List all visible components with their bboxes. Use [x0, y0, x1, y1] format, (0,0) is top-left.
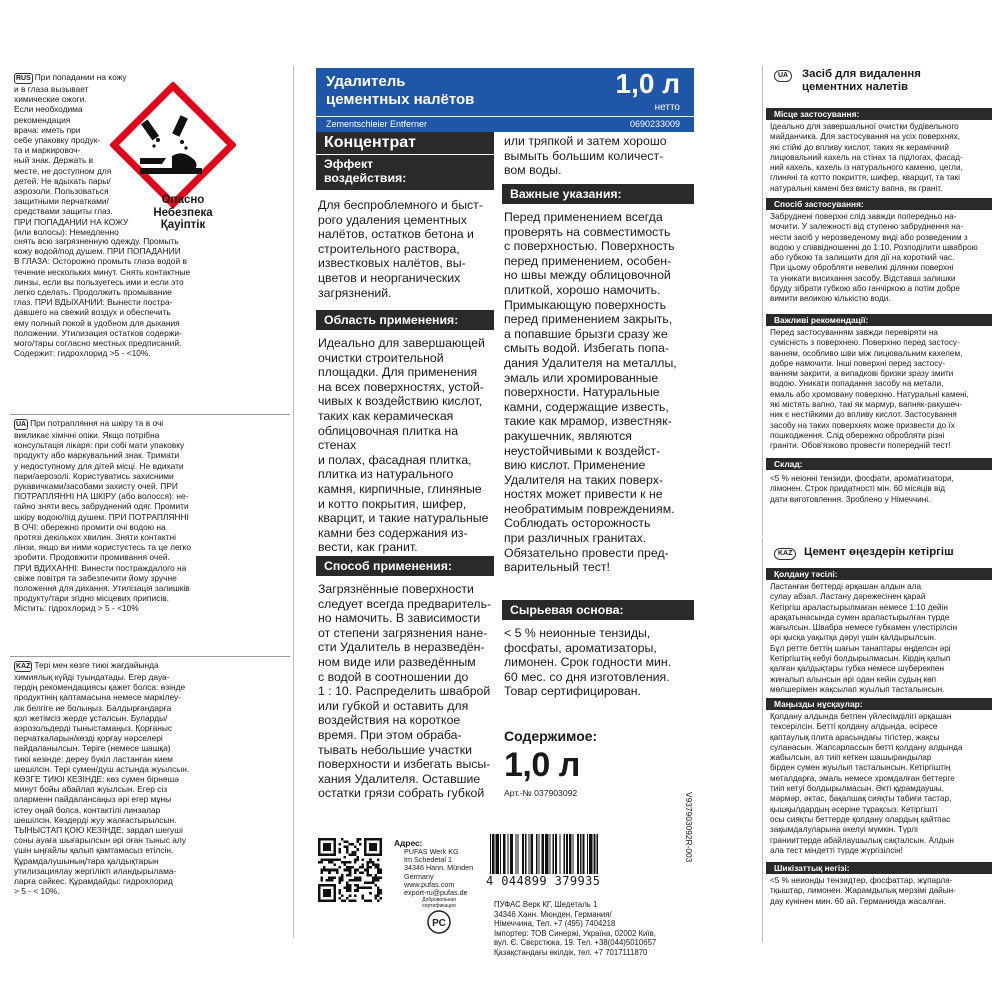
ua-safety-text: При потрапляння на шкіру та в очі викликає хімічні опіки. Якщо потрібна консультація лікаря: при собі мати упаковку продукту або маркувальний знак. Тримати у недоступному для дітей місці. Не вдихати пари/аерозолі. Користуватись захисними рукавичками/засобами захисту очей. ПРИ ПОТРАПЛЯННІ НА ШКІРУ (або волосся): не- гайно зняти весь забруднений одяг. Промити шкіру водою/під душем. ПРИ ПОТРАПЛЯННІ В ОЧІ: обережно промити очі водою на протязі декількох хвилин. Зняти контактні лінзи, якщо ви ними користуєтесь та це легко зробити. Продовжити промивання очей. ПРИ ВДИХАННІ: Винести постраждалого на свіже повітря та забезпечити йому зручне положення для дихання. Утилізація залишків продукту/тари згідно місцевих приписів. Містить: гідрохлорид > 5 - <10%	[14, 418, 192, 614]
ua-s3-text: Перед застосуванням завжди перевіряти на сумісність з поверхнею. Поверхню перед застосу- ванням, особливо шви між лицювальним кахелем, добре намочити. Інші поверхні перед застосу- ванням закрити, а випадкові бризки зразу змити водою. Уникати попадання засобу на метали, емаль або хромовану поверхню. Натуральні камені, які містять вапно, такі як мармур, вапняк-ракушеч- ник є нестійкими до впливу кислот. Застосування засобу на таких поверхнях може призвести до їх пошкодження. Слід обережно обробляти різні граніти. Обов'язково провести попередній тест!	[770, 328, 969, 451]
base-text: < 5 % неионные тензиды, фосфаты, ароматизаторы, лимонен. Срок годности мин. 60 мес. со дня изготовления. Товар сертифицирован.	[504, 626, 672, 699]
kaz-s3-title: Шикізаттық негізі:	[766, 862, 992, 874]
qr-code[interactable]	[318, 838, 382, 902]
kaz-s1-title: Қолдану тәсілі:	[766, 568, 992, 580]
kaz-badge-right: KAZ	[774, 548, 796, 560]
method-text: Загрязнённые поверхности следует всегда предваритель- но намочить. В зависимости от степени загрязнения нане- сти Удалитель в неразведён- ном виде или разведённым с водой в соотношении до 1 : 10. Распределить шваброй или губкой и оставить для воздействия на короткое время. При этом обраба- тывать небольшие участки поверхности и избегать высы- хания Удалителя. Оставшие остатки грязи собрать губкой	[318, 582, 492, 801]
method-title: Способ применения:	[316, 556, 494, 576]
kaz-safety-text: Тері мен көзге тиюі жағдайында химиялық күйді туындатады. Егер дауа- гердің рекомендациясы қажет болса: өзінде продуктінің қаптамасына немесе маркілеу- лік белгіге ие болыңыз. Балдырғандарға қол жетімсіз жерде ұсталсын. Буларды/ аэрозольдерді тыныстамаңыз. Қорғаныс перчаткаларын/көзді қорғау нәрселері пайдаланылсын. Теріге (немесе шашқа) тиюі кезінде: дереу бүкіл ластанған кием шешілсін. Тері сумен/душ астында жуылсын. КӨЗГЕ ТИЮІ КЕЗІНДЕ: көз сумен бірнешә минут бойы абайлап жуылсын. Егер сіз оларменн пайдалансаңыз әрі егер мұны істеу оңай болса, контактілі линзалар шешілсін. Көздерді жуу жалғастырылсын. ТЫНЫСТАП ҚОЮ КЕЗІНДЕ: зардап шегуші соны ауаға шығарылсын әрі оған тыныс алу үшін ыңғайлы қалып қамтамасыз етілсін. Құрамдалушының/тара қалдықтарын утилизациялау жергілікті иландырылама- ларға сәйкес. Құрамдайды: гидрохлорид > 5 - < 10%.	[14, 660, 190, 897]
method-text-continued: или тряпкой и затем хорошо вымыть большим количест- вом воды.	[504, 134, 667, 178]
kaz-panel-divider	[762, 538, 763, 942]
product-subtitle-box	[316, 116, 694, 132]
product-title-box	[316, 68, 694, 116]
barcode	[486, 834, 656, 874]
ua-badge: UA	[16, 421, 27, 428]
kaz-badge: KAZ	[16, 663, 31, 670]
product-name: Удалитель цементных налётов	[326, 73, 475, 108]
divider	[10, 656, 290, 657]
kaz-s2-title: Маңызды нұсқаулар:	[766, 698, 992, 710]
ua-title: Засіб для видалення цементних налетів	[802, 68, 921, 93]
address-label: Адрес:	[394, 838, 423, 848]
kaz-title-block	[774, 546, 994, 562]
article-number: Арт.-№ 037903092	[504, 788, 578, 798]
product-volume: 1,0 л	[615, 68, 680, 99]
address-text: PUFAS Werk KG Im Schedetal 1 34346 Hann. Münden Germany www.pufas.com export-ru@pufas.de	[404, 847, 474, 898]
ua-safety-block	[14, 418, 290, 614]
german-name: Zementschleier Entferner	[326, 119, 428, 129]
effect-text: Для беспроблемного и быст- рого удаления цементных налётов, остатков бетона и строительного раствора, известковых налётов, вы- цветов и неорганических загрязнений.	[318, 198, 483, 300]
contents-label: Содержимое:	[504, 728, 598, 744]
effect-title: Эффект воздействия:	[324, 157, 407, 185]
ua-s4-text: <5 % неіонні тензиди, фосфати, ароматизатори, лімонен. Строк придатності мін. 60 місяців від дати виготовлення. Зроблено у Німеччині.	[770, 474, 954, 504]
concentrate-label: Концентрат	[324, 134, 416, 151]
rus-safety-text-rest: снять всю загрязненную одежду. Промыть кожу водой/под душем. ПРИ ПОПАДАНИИ В ГЛАЗА: Осторожно промыть глаза водой в течение нескольких минут. Снять контактные линзы, если вы пользуетесь ими и если это легко сделать. Продолжить промывание глаз. ПРИ ВДЫХАНИИ: Вынести постра- давшего на свежий воздух и обеспечить ему полный покой в удобном для дыхания положении. Утилизация остатков содержи- мого/тары согласно местных предписаний. Содержит: гидрохлорид >5 - <10%.	[14, 236, 191, 359]
concentrate-divider	[316, 154, 494, 155]
contents-value: 1,0 л	[504, 746, 580, 784]
notes-text: Перед применением всегда проверять на совместимость с поверхностью. Поверхность перед применением, особен- но швы между облицовочной плиткой, хорошо намочить. Примыкающую поверхность перед применением закрыть, а попавшие брызги сразу же смыть водой. Избегать попа- дания Удалителя на металлы, эмаль или хромированные поверхности. Натуральные камни, содержащие известь, такие как мрамор, известняк- ракушечник, являются неустойчивыми к воздейст- вию кислот. Применение Удалителя на таких поверх- ностях может привести к не необратимым повреждениям. Соблюдать осторожность при различных гранитах. Обязательно провести пред- варительный тест!	[504, 210, 677, 575]
ghs-corrosion-pictogram	[110, 82, 236, 208]
ua-s1-title: Місце застосування:	[766, 108, 992, 120]
kaz-s1-text: Ластанған беттерді әрқашан алдын ала сулау абзал. Ластану дәрежесінен қарай Кетіргіш араластырылмаған немесе 1:10 дейін арақатынасында сумен араластырылған түрде жағылсын. Швабра немесе губкамен үлестірілсін әрі қысқа уақытқа дәруі үшін қалдырылсын. Бұл ретте беттің шағын танаптары өңделсін әрі Кетіргіштің кебуі болдырылмасын. Кірдің қалып қалған қалдықтары губка немесе шүберекпен жиналып алынсын әрі одан кейін судың көп мөлшерімен жақсылап жуылып тасталынсын.	[770, 582, 958, 694]
importer-text: ПУФАС Верк КГ, Шедеталь 1 34346 Ханн. Мюнден, Германия/ Німеччина, Тел. +7 (495) 7404218 Імпортер: ТОВ Синержі, Україна, 02002 Київ, вул. Є. Свєрстюка, 19. Тел. +38(044)5010657 Қазақстандағы өкілдік, тел. +7 7017111870	[494, 900, 657, 957]
kaz-safety-block	[14, 660, 290, 896]
product-netto: нетто	[654, 102, 680, 113]
ua-s4-title: Склад:	[766, 458, 992, 470]
rus-badge: RUS	[16, 75, 31, 82]
kaz-title: Цемент өңездерін кетіргіш	[804, 546, 954, 558]
ua-s1-text: Ідеально для завершальної очистки будівельного майданчика. Для застосування на усіх поверхнях, які стійкі до впливу кислот, таких як керамічний лицювальний кахель на стінах та підлогах, фасад- ний кахель, кахель із натурального каменю, цегли, глиняні та котто покриття, шифер, кварцит, та такі натуральні камені без вмісту вапна, як граніт.	[770, 122, 963, 193]
ua-s2-title: Спосіб застосування:	[766, 198, 992, 210]
concentrate-box	[316, 132, 494, 190]
rus-safety-text-top: При попадании на кожу и в глаза вызывает химические ожоги. Если необходима рекомендация врача: иметь при себе упаковку продук- та и маркировоч- ный знак. Держать в месте, не доступном для детей. Не вдыхать пары/ аэрозоли. Пользоваться защитными перчатками/ средствами защиты глаз. ПРИ ПОПАДАНИИ НА КОЖУ (или волосы): Немедленно	[14, 72, 129, 237]
ua-badge-right: UA	[774, 70, 792, 82]
divider	[10, 414, 290, 415]
notes-title: Важные указания:	[502, 184, 694, 204]
svg-text:РС: РС	[432, 918, 446, 929]
ua-s3-title: Важливі рекомендації:	[766, 314, 992, 326]
certification-mark	[410, 898, 468, 938]
product-code: 0690233009	[629, 119, 680, 129]
ua-panel-divider	[762, 66, 763, 536]
kaz-s3-text: <5 % неионды тензидтер, фосфаттар, жұпарла- тқыштар, лимонен. Жарамдылық мерзімі дайын- дау күнінен мин. 60 ай. Германияда жасалған.	[770, 876, 956, 906]
base-title: Сырьевая основа:	[502, 600, 694, 620]
ua-s2-text: Забруднені поверхні слід завжди попередньо на- мочити. У залежності від ступеню забруднення на- нести засіб у нерозведеному виді або розведеним з водою у співвідношенні до 1:10. Розподілити шваброю або губкою та залишити для дії на короткий час. При цьому обробляти невеликі ділянки поверхні та уникати висихання засобу. Відставші залишки бруду зібрати губкою або ганчіркою а потім добре вимити великою кількістю води.	[770, 212, 978, 304]
area-title: Область применения:	[316, 310, 494, 330]
vertical-code: V937903092R-003	[684, 792, 694, 863]
barcode-number: 4 044899 379935	[486, 874, 601, 888]
kaz-s2-text: Қолдану алдында бетпен үйлесімділігі әрқашан тексерілсін. Бетті қолдану алдында, әсіресе қаптаулық плита арасындағы тігістер, жақсы суланасын. Жапсарлассын бетті қолдану алдында жабылсын, ал тиіп кеткен шашырандылар бірден сумен жуылып тасталынсын. Кетіргіштің металдарға, эмаль немесе хромдалған беттерге тиіп кетуі болдырылмасын. Әкті құрамдаушы, мәрмәр, әктас, бақалшақ сияқты табиғи тастар, қышқылдардың әсеріне тұрақсыз. Кетіргішті осы сияқты беттерде қолдану олардың қайтпас зақымдалуларына әкелуі мүмкін. Түрлі гранииттерде абайлаушылық сақталсын. Алдын ала тест міндетті түрде жүргізілсін!	[770, 712, 963, 855]
certification-label: Добровольная сертификация	[422, 897, 456, 909]
area-text: Идеально для завершающей очистки строительной площадки. Для применения на всех поверхностях, устой- чивых к воздействию кислот, таких как керамическая облицовочная плитка на стенах и полах, фасадная плитка, плитка из натурального камня, кирпичные, глиняные и котто покрытия, шифер, кварцит, и такие натуральные камни без содержания из- вести, как гранит.	[318, 336, 489, 555]
danger-label: Опасно Небезпека Қауіптік	[153, 194, 213, 232]
